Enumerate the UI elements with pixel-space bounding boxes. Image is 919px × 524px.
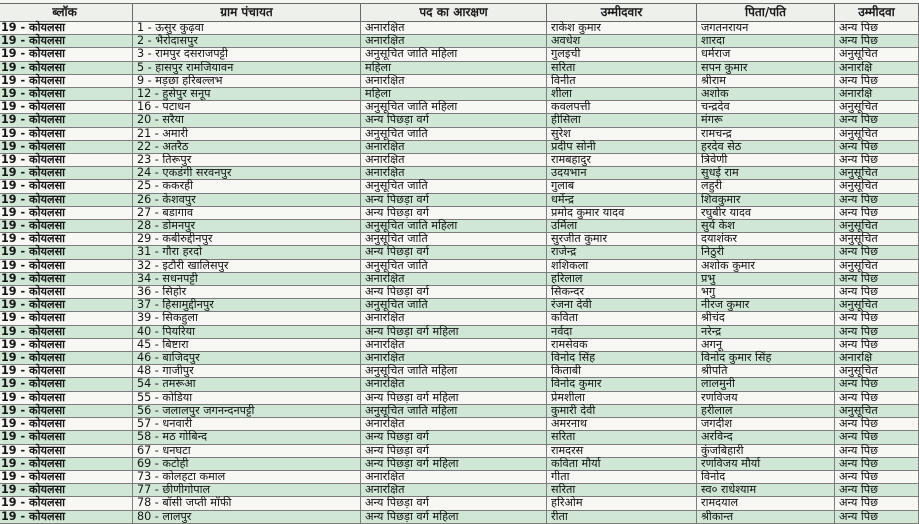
header-candidate: उम्मीदवार bbox=[547, 4, 697, 22]
header-row bbox=[0, 4, 919, 22]
cell-candidate: प्रमोद कुमार यादव bbox=[547, 206, 697, 219]
table-row bbox=[0, 378, 919, 391]
cell-reservation: अन्य पिछड़ा वर्ग bbox=[361, 193, 547, 206]
cell-reservation: अनुसूचित जाति bbox=[361, 127, 547, 140]
cell-candidate: किताबी bbox=[547, 365, 697, 378]
cell-candidate-category: अनुसूचित bbox=[835, 259, 919, 272]
cell-candidate: रामबहादुर bbox=[547, 154, 697, 167]
cell-candidate: राकेश कुमार bbox=[547, 22, 697, 35]
table-row bbox=[0, 286, 919, 299]
cell-gram-panchayat: 21 - अमारी bbox=[133, 127, 361, 140]
cell-father-husband: लालमुनी bbox=[697, 378, 835, 391]
cell-block: 19 - कोयलसा bbox=[0, 352, 133, 365]
cell-candidate-category: अन्य पिछ bbox=[835, 246, 919, 259]
header-reservation: पद का आरक्षण bbox=[361, 4, 547, 22]
cell-reservation: अन्य पिछड़ा वर्ग bbox=[361, 114, 547, 127]
cell-gram-panchayat: 26 - केशवपुर bbox=[133, 193, 361, 206]
cell-candidate-category: अनारक्षि bbox=[835, 61, 919, 74]
cell-candidate-category: अनारक्षि bbox=[835, 88, 919, 101]
cell-block: 19 - कोयलसा bbox=[0, 272, 133, 285]
cell-block: 19 - कोयलसा bbox=[0, 101, 133, 114]
cell-block: 19 - कोयलसा bbox=[0, 259, 133, 272]
cell-block: 19 - कोयलसा bbox=[0, 391, 133, 404]
cell-gram-panchayat: 80 - लालपुर bbox=[133, 510, 361, 523]
cell-candidate-category: अन्य पिछ bbox=[835, 391, 919, 404]
cell-gram-panchayat: 12 - हुसेपुर सनूप bbox=[133, 88, 361, 101]
cell-candidate: अवधेश bbox=[547, 35, 697, 48]
table-row bbox=[0, 510, 919, 523]
table-row bbox=[0, 127, 919, 140]
cell-gram-panchayat: 40 - पियरिया bbox=[133, 325, 361, 338]
cell-reservation: अनुसूचित जाति महिला bbox=[361, 220, 547, 233]
cell-gram-panchayat: 58 - मठ गोबिन्द bbox=[133, 431, 361, 444]
cell-block: 19 - कोयलसा bbox=[0, 312, 133, 325]
table-row bbox=[0, 101, 919, 114]
cell-candidate-category: अन्य पिछ bbox=[835, 140, 919, 153]
cell-candidate: कुमारी देवी bbox=[547, 404, 697, 417]
cell-block: 19 - कोयलसा bbox=[0, 48, 133, 61]
cell-reservation: अनारक्षित bbox=[361, 378, 547, 391]
table-row bbox=[0, 497, 919, 510]
cell-candidate: रीता bbox=[547, 510, 697, 523]
cell-reservation: अनुसूचित जाति महिला bbox=[361, 365, 547, 378]
table-row bbox=[0, 48, 919, 61]
cell-reservation: अनारक्षित bbox=[361, 167, 547, 180]
cell-candidate: धर्मेन्द्र bbox=[547, 193, 697, 206]
cell-father-husband: सुधई राम bbox=[697, 167, 835, 180]
cell-gram-panchayat: 22 - अतरैठ bbox=[133, 140, 361, 153]
cell-candidate-category: अनारक्षि bbox=[835, 352, 919, 365]
cell-father-husband: जगदीश bbox=[697, 418, 835, 431]
cell-candidate: गुलाब bbox=[547, 180, 697, 193]
cell-candidate: सरिता bbox=[547, 61, 697, 74]
cell-candidate-category: अनुसूचित bbox=[835, 365, 919, 378]
cell-candidate-category: अन्य पिछ bbox=[835, 418, 919, 431]
cell-gram-panchayat: 28 - डोमनपुर bbox=[133, 220, 361, 233]
table-row bbox=[0, 180, 919, 193]
cell-block: 19 - कोयलसा bbox=[0, 22, 133, 35]
cell-block: 19 - कोयलसा bbox=[0, 325, 133, 338]
cell-reservation: अन्य पिछड़ा वर्ग bbox=[361, 286, 547, 299]
cell-candidate: रामदरस bbox=[547, 444, 697, 457]
table-body bbox=[0, 22, 919, 524]
cell-father-husband: स्व० राधेश्याम bbox=[697, 484, 835, 497]
cell-father-husband: विनोद bbox=[697, 470, 835, 483]
cell-father-husband: नरेन्द्र bbox=[697, 325, 835, 338]
cell-block: 19 - कोयलसा bbox=[0, 61, 133, 74]
cell-father-husband: शारदा bbox=[697, 35, 835, 48]
table-row bbox=[0, 470, 919, 483]
cell-candidate-category: अन्य पिछ bbox=[835, 286, 919, 299]
table-row bbox=[0, 88, 919, 101]
cell-candidate-category: अनुसूचित bbox=[835, 180, 919, 193]
cell-father-husband: शिवकुमार bbox=[697, 193, 835, 206]
cell-block: 19 - कोयलसा bbox=[0, 444, 133, 457]
cell-candidate-category: अन्य पिछ bbox=[835, 457, 919, 470]
table-header bbox=[0, 4, 919, 22]
table-row bbox=[0, 259, 919, 272]
cell-father-husband: मंगरू bbox=[697, 114, 835, 127]
cell-candidate-category: अन्य पिछ bbox=[835, 470, 919, 483]
cell-gram-panchayat: 1 - ऊसुर कुढ़वा bbox=[133, 22, 361, 35]
cell-block: 19 - कोयलसा bbox=[0, 180, 133, 193]
cell-gram-panchayat: 69 - कटोही bbox=[133, 457, 361, 470]
cell-candidate-category: अन्य पिछ bbox=[835, 22, 919, 35]
cell-reservation: अन्य पिछड़ा वर्ग bbox=[361, 246, 547, 259]
table-row bbox=[0, 325, 919, 338]
cell-candidate: विनीत bbox=[547, 74, 697, 87]
table-row bbox=[0, 352, 919, 365]
cell-gram-panchayat: 5 - हासपुर रामजियावन bbox=[133, 61, 361, 74]
cell-block: 19 - कोयलसा bbox=[0, 88, 133, 101]
cell-candidate: कविता bbox=[547, 312, 697, 325]
cell-reservation: अनुसूचित जाति महिला bbox=[361, 404, 547, 417]
table-row bbox=[0, 193, 919, 206]
cell-reservation: अनारक्षित bbox=[361, 154, 547, 167]
cell-candidate: शीला bbox=[547, 88, 697, 101]
table-row bbox=[0, 484, 919, 497]
table-row bbox=[0, 61, 919, 74]
cell-candidate-category: अन्य पिछ bbox=[835, 484, 919, 497]
cell-block: 19 - कोयलसा bbox=[0, 206, 133, 219]
cell-father-husband: श्रीचंद bbox=[697, 312, 835, 325]
cell-candidate-category: अनुसूचित bbox=[835, 48, 919, 61]
cell-reservation: अनुसूचित जाति महिला bbox=[361, 101, 547, 114]
cell-gram-panchayat: 32 - इटौरी खालिसपुर bbox=[133, 259, 361, 272]
cell-block: 19 - कोयलसा bbox=[0, 246, 133, 259]
cell-candidate-category: अनुसूचित bbox=[835, 220, 919, 233]
table-row bbox=[0, 299, 919, 312]
cell-block: 19 - कोयलसा bbox=[0, 35, 133, 48]
cell-gram-panchayat: 3 - रामपुर दसराजपट्टी bbox=[133, 48, 361, 61]
cell-father-husband: अशोक bbox=[697, 88, 835, 101]
table-row bbox=[0, 365, 919, 378]
cell-gram-panchayat: 24 - एकडंगी सरवनपुर bbox=[133, 167, 361, 180]
cell-candidate: सुरजीत कुमार bbox=[547, 233, 697, 246]
cell-block: 19 - कोयलसा bbox=[0, 74, 133, 87]
cell-reservation: अन्य पिछड़ा वर्ग महिला bbox=[361, 510, 547, 523]
table-row bbox=[0, 418, 919, 431]
cell-reservation: महिला bbox=[361, 88, 547, 101]
cell-block: 19 - कोयलसा bbox=[0, 418, 133, 431]
cell-father-husband: श्रीराम bbox=[697, 74, 835, 87]
cell-gram-panchayat: 55 - कोडिया bbox=[133, 391, 361, 404]
cell-father-husband: निठुरी bbox=[697, 246, 835, 259]
cell-candidate: राजेन्द्र bbox=[547, 246, 697, 259]
cell-father-husband: हरीलाल bbox=[697, 404, 835, 417]
cell-father-husband: भगु bbox=[697, 286, 835, 299]
cell-reservation: अनारक्षित bbox=[361, 484, 547, 497]
cell-father-husband: अगनू bbox=[697, 338, 835, 351]
cell-candidate: नर्वदा bbox=[547, 325, 697, 338]
cell-candidate: सुरेश bbox=[547, 127, 697, 140]
cell-father-husband: दयाशंकर bbox=[697, 233, 835, 246]
cell-reservation: अनारक्षित bbox=[361, 338, 547, 351]
cell-gram-panchayat: 37 - हिसामुद्दीनपुर bbox=[133, 299, 361, 312]
cell-reservation: अन्य पिछड़ा वर्ग bbox=[361, 444, 547, 457]
cell-block: 19 - कोयलसा bbox=[0, 378, 133, 391]
cell-gram-panchayat: 16 - पटाधन bbox=[133, 101, 361, 114]
cell-block: 19 - कोयलसा bbox=[0, 233, 133, 246]
cell-gram-panchayat: 27 - बडागाव bbox=[133, 206, 361, 219]
cell-gram-panchayat: 36 - सिहोर bbox=[133, 286, 361, 299]
cell-reservation: अन्य पिछड़ा वर्ग महिला bbox=[361, 391, 547, 404]
cell-candidate-category: अन्य पिछ bbox=[835, 35, 919, 48]
cell-father-husband: त्रिवेणी bbox=[697, 154, 835, 167]
cell-reservation: अन्य पिछड़ा वर्ग bbox=[361, 431, 547, 444]
cell-candidate: सिकन्दर bbox=[547, 286, 697, 299]
cell-candidate-category: अन्य पिछ bbox=[835, 193, 919, 206]
cell-reservation: अनारक्षित bbox=[361, 140, 547, 153]
cell-father-husband: सपन कुमार bbox=[697, 61, 835, 74]
table-row bbox=[0, 272, 919, 285]
cell-reservation: अनारक्षित bbox=[361, 35, 547, 48]
cell-father-husband: अरविन्द bbox=[697, 431, 835, 444]
cell-father-husband: रामदयाल bbox=[697, 497, 835, 510]
table-row bbox=[0, 444, 919, 457]
table-row bbox=[0, 391, 919, 404]
cell-reservation: अनारक्षित bbox=[361, 272, 547, 285]
header-father-husband: पिता/पति bbox=[697, 4, 835, 22]
cell-block: 19 - कोयलसा bbox=[0, 154, 133, 167]
cell-block: 19 - कोयलसा bbox=[0, 140, 133, 153]
cell-gram-panchayat: 48 - गाजीपुर bbox=[133, 365, 361, 378]
cell-gram-panchayat: 54 - तमरूआ bbox=[133, 378, 361, 391]
cell-candidate: सरिता bbox=[547, 431, 697, 444]
cell-candidate-category: अनुसूचित bbox=[835, 299, 919, 312]
cell-reservation: अनारक्षित bbox=[361, 22, 547, 35]
cell-gram-panchayat: 45 - बिष्टारा bbox=[133, 338, 361, 351]
cell-candidate-category: अन्य पिछ bbox=[835, 206, 919, 219]
table-row bbox=[0, 35, 919, 48]
cell-candidate-category: अनुसूचित bbox=[835, 233, 919, 246]
cell-father-husband: हरदेव सेठ bbox=[697, 140, 835, 153]
cell-gram-panchayat: 9 - मड़छा हरिबल्लभ bbox=[133, 74, 361, 87]
cell-candidate-category: अन्य पिछ bbox=[835, 378, 919, 391]
cell-candidate-category: अन्य पिछ bbox=[835, 431, 919, 444]
cell-reservation: अन्य पिछड़ा वर्ग bbox=[361, 206, 547, 219]
cell-gram-panchayat: 78 - बॉसी जप्ती मॉफी bbox=[133, 497, 361, 510]
cell-father-husband: धर्मराज bbox=[697, 48, 835, 61]
cell-reservation: अन्य पिछड़ा वर्ग महिला bbox=[361, 457, 547, 470]
cell-reservation: अनारक्षित bbox=[361, 312, 547, 325]
cell-block: 19 - कोयलसा bbox=[0, 431, 133, 444]
candidate-table bbox=[0, 3, 919, 524]
header-candidate-category: उम्मीदवा bbox=[835, 4, 919, 22]
cell-block: 19 - कोयलसा bbox=[0, 193, 133, 206]
cell-candidate: गीता bbox=[547, 470, 697, 483]
cell-reservation: अनुसूचित जाति bbox=[361, 299, 547, 312]
cell-block: 19 - कोयलसा bbox=[0, 457, 133, 470]
cell-reservation: अनारक्षित bbox=[361, 352, 547, 365]
cell-gram-panchayat: 77 - छीणीगोपाल bbox=[133, 484, 361, 497]
cell-candidate-category: अन्य पिछ bbox=[835, 497, 919, 510]
cell-block: 19 - कोयलसा bbox=[0, 286, 133, 299]
cell-reservation: महिला bbox=[361, 61, 547, 74]
cell-gram-panchayat: 34 - सधनपट्टी bbox=[133, 272, 361, 285]
cell-candidate-category: अनुसूचित bbox=[835, 167, 919, 180]
table-row bbox=[0, 404, 919, 417]
table-row bbox=[0, 338, 919, 351]
cell-father-husband: श्रीपति bbox=[697, 365, 835, 378]
cell-reservation: अनुसूचित जाति bbox=[361, 233, 547, 246]
cell-block: 19 - कोयलसा bbox=[0, 114, 133, 127]
cell-candidate-category: अन्य पिछ bbox=[835, 114, 919, 127]
table-row bbox=[0, 206, 919, 219]
cell-candidate: हरिओम bbox=[547, 497, 697, 510]
cell-candidate: प्रेमशीला bbox=[547, 391, 697, 404]
cell-candidate-category: अन्य पिछ bbox=[835, 338, 919, 351]
cell-block: 19 - कोयलसा bbox=[0, 338, 133, 351]
cell-father-husband: प्रभु bbox=[697, 272, 835, 285]
cell-block: 19 - कोयलसा bbox=[0, 220, 133, 233]
cell-candidate-category: अन्य पिछ bbox=[835, 154, 919, 167]
cell-candidate: अमरनाथ bbox=[547, 418, 697, 431]
cell-gram-panchayat: 73 - कोलहटा कमाल bbox=[133, 470, 361, 483]
cell-father-husband: रणविजय bbox=[697, 391, 835, 404]
cell-candidate-category: अन्य पिछ bbox=[835, 510, 919, 523]
header-gram-panchayat: ग्राम पंचायत bbox=[133, 4, 361, 22]
cell-gram-panchayat: 23 - तिरूपुर bbox=[133, 154, 361, 167]
cell-candidate: कविता मौर्या bbox=[547, 457, 697, 470]
cell-gram-panchayat: 56 - जलालपुर जगनन्दनपट्टी bbox=[133, 404, 361, 417]
cell-father-husband: कुंजबिहारी bbox=[697, 444, 835, 457]
cell-candidate: उदयभान bbox=[547, 167, 697, 180]
cell-candidate: विनोद कुमार bbox=[547, 378, 697, 391]
cell-candidate-category: अनुसूचित bbox=[835, 101, 919, 114]
cell-father-husband: नीरज कुमार bbox=[697, 299, 835, 312]
cell-reservation: अनुसूचित जाति bbox=[361, 180, 547, 193]
table-row bbox=[0, 457, 919, 470]
header-block: ब्लॉक bbox=[0, 4, 133, 22]
cell-gram-panchayat: 67 - धनघटा bbox=[133, 444, 361, 457]
cell-block: 19 - कोयलसा bbox=[0, 497, 133, 510]
cell-candidate: उर्मिला bbox=[547, 220, 697, 233]
cell-block: 19 - कोयलसा bbox=[0, 127, 133, 140]
cell-gram-panchayat: 2 - भैरोदासपुर bbox=[133, 35, 361, 48]
cell-father-husband: अशोक कुमार bbox=[697, 259, 835, 272]
cell-block: 19 - कोयलसा bbox=[0, 167, 133, 180]
table-row bbox=[0, 220, 919, 233]
cell-father-husband: लहुरी bbox=[697, 180, 835, 193]
cell-candidate: शशिकला bbox=[547, 259, 697, 272]
cell-candidate: रामसेवक bbox=[547, 338, 697, 351]
cell-reservation: अनारक्षित bbox=[361, 470, 547, 483]
table-row bbox=[0, 167, 919, 180]
cell-candidate: सरिता bbox=[547, 484, 697, 497]
cell-reservation: अनारक्षित bbox=[361, 74, 547, 87]
cell-candidate-category: अन्य पिछ bbox=[835, 272, 919, 285]
table-row bbox=[0, 233, 919, 246]
cell-reservation: अनारक्षित bbox=[361, 418, 547, 431]
cell-candidate: कवलपत्ती bbox=[547, 101, 697, 114]
cell-gram-panchayat: 29 - कबीरुद्दीनपुर bbox=[133, 233, 361, 246]
cell-candidate: हरिलाल bbox=[547, 272, 697, 285]
cell-father-husband: विनोद कुमार सिंह bbox=[697, 352, 835, 365]
table-row bbox=[0, 312, 919, 325]
cell-father-husband: चन्द्रदेव bbox=[697, 101, 835, 114]
cell-block: 19 - कोयलसा bbox=[0, 510, 133, 523]
cell-block: 19 - कोयलसा bbox=[0, 470, 133, 483]
cell-candidate-category: अन्य पिछ bbox=[835, 312, 919, 325]
table-row bbox=[0, 114, 919, 127]
table-row bbox=[0, 431, 919, 444]
cell-candidate: रंजना देवी bbox=[547, 299, 697, 312]
table-row bbox=[0, 22, 919, 35]
cell-reservation: अनुसूचित जाति महिला bbox=[361, 48, 547, 61]
cell-father-husband: सुर्य केश bbox=[697, 220, 835, 233]
table-row bbox=[0, 154, 919, 167]
cell-block: 19 - कोयलसा bbox=[0, 299, 133, 312]
cell-father-husband: रणविजय मौर्या bbox=[697, 457, 835, 470]
cell-candidate-category: अन्य पिछ bbox=[835, 74, 919, 87]
cell-block: 19 - कोयलसा bbox=[0, 484, 133, 497]
cell-gram-panchayat: 57 - धनवारी bbox=[133, 418, 361, 431]
table-row bbox=[0, 74, 919, 87]
cell-father-husband: रामचन्द्र bbox=[697, 127, 835, 140]
cell-reservation: अन्य पिछड़ा वर्ग महिला bbox=[361, 325, 547, 338]
cell-gram-panchayat: 39 - सिकहुला bbox=[133, 312, 361, 325]
cell-candidate: प्रदीप सोनी bbox=[547, 140, 697, 153]
cell-gram-panchayat: 31 - गौरा हरदो bbox=[133, 246, 361, 259]
cell-candidate-category: अन्य पिछ bbox=[835, 325, 919, 338]
cell-block: 19 - कोयलसा bbox=[0, 404, 133, 417]
cell-candidate-category: अनुसूचित bbox=[835, 127, 919, 140]
table-row bbox=[0, 140, 919, 153]
cell-candidate: गुलइची bbox=[547, 48, 697, 61]
table-row bbox=[0, 246, 919, 259]
cell-gram-panchayat: 25 - ककरही bbox=[133, 180, 361, 193]
cell-gram-panchayat: 20 - सरैया bbox=[133, 114, 361, 127]
cell-candidate: हीसिला bbox=[547, 114, 697, 127]
cell-reservation: अनुसूचित जाति bbox=[361, 259, 547, 272]
cell-candidate-category: अनुसूचित bbox=[835, 404, 919, 417]
cell-gram-panchayat: 46 - बाजिदपुर bbox=[133, 352, 361, 365]
cell-block: 19 - कोयलसा bbox=[0, 365, 133, 378]
cell-reservation: अन्य पिछड़ा वर्ग bbox=[361, 497, 547, 510]
cell-candidate: विनोद सिंह bbox=[547, 352, 697, 365]
cell-candidate-category: अन्य पिछ bbox=[835, 444, 919, 457]
cell-father-husband: जगतनरायन bbox=[697, 22, 835, 35]
cell-father-husband: रघुबीर यादव bbox=[697, 206, 835, 219]
cell-father-husband: श्रीकान्त bbox=[697, 510, 835, 523]
